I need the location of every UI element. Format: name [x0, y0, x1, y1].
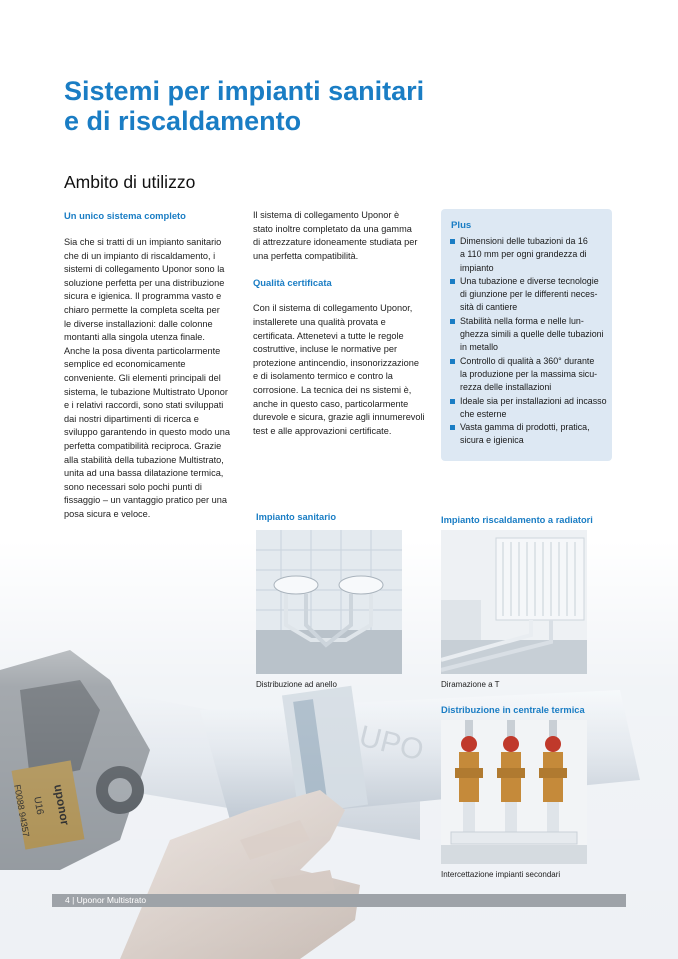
figure-centrale-caption: Intercettazione impianti secondari	[441, 870, 561, 879]
plus-list	[449, 235, 609, 448]
col1-text-line: posa sicura e veloce.	[64, 508, 151, 519]
plus-item-line: Vasta gamma di prodotti, pratica,	[460, 422, 590, 433]
col1-subtitle: Un unico sistema completo	[64, 210, 186, 221]
col2-text-line: certificata. Attenetevi a tutte le regole	[253, 330, 404, 341]
page-title	[64, 76, 544, 136]
plus-item-line: che esterne	[460, 408, 507, 419]
col1-text-line: fissaggio – un vantaggio pratico per una	[64, 495, 227, 506]
column-2	[253, 209, 433, 438]
bullet-square-icon	[450, 359, 455, 364]
col1-text-line: chiaro permette la completa scelta per	[64, 304, 220, 315]
plus-item	[449, 275, 609, 315]
col1-text-line: e i relativi raccordi, sono stati sviluppati	[64, 400, 224, 411]
col1-text-line: unita ad una bassa dilatazione termica,	[64, 468, 224, 479]
footer-text: 4 | Uponor Multistrato	[65, 895, 147, 905]
bullet-square-icon	[450, 319, 455, 324]
plus-item-line: in metallo	[460, 342, 498, 353]
col1-text-line: alla stabilità della tubazione Multistrato,	[64, 454, 224, 465]
page-title-line-1: Sistemi per impianti sanitari	[64, 76, 425, 106]
col2-intro	[253, 209, 433, 263]
plus-item	[449, 395, 609, 422]
plus-item-line: Una tubazione e diverse tecnologie	[460, 275, 599, 286]
col2-intro-line: una perfetta compatibilità.	[253, 250, 359, 261]
column-1	[64, 209, 244, 521]
col1-text-line: Anche la posa diventa particolarmente	[64, 345, 221, 356]
figure-radiatori-caption: Diramazione a T	[441, 680, 500, 689]
col2-text-line: corrosione. La tecnica dei ns sistemi è,	[253, 384, 412, 395]
col1-text-line: sistemi di collegamento Uponor sono la	[64, 264, 225, 275]
figure-sanitario-caption: Distribuzione ad anello	[256, 680, 337, 689]
col2-text-line: test e alle approvazioni certificate.	[253, 425, 392, 436]
figure-sanitario-title: Impianto sanitario	[256, 512, 337, 522]
plus-item	[449, 235, 609, 275]
col1-text-line: semplice ed economicamente	[64, 359, 186, 370]
figure-radiatori-title: Impianto riscaldamento a radiatori	[441, 515, 593, 525]
col1-text-line: le diverse installazioni: dalle colonne	[64, 318, 213, 329]
plus-item	[449, 355, 609, 395]
bullet-square-icon	[450, 399, 455, 404]
col2-intro-line: stato inoltre completato da una gamma	[253, 223, 412, 234]
col1-text-line: sistema, le tubazione Multistrato Uponor	[64, 386, 228, 397]
plus-title: Plus	[451, 220, 472, 231]
plus-item	[449, 315, 609, 355]
plus-item-line: impianto	[460, 262, 494, 273]
bullet-square-icon	[450, 279, 455, 284]
plus-item-line: sicura e igienica	[460, 435, 524, 446]
plus-item-line: rezza delle installazioni	[460, 382, 552, 393]
col1-text-line: perfetta compatibilità reciproca. Grazie	[64, 440, 222, 451]
plus-item-line: Stabilità nella forma e nelle lun-	[460, 315, 584, 326]
col1-text-line: conveniente. Gli elementi principali del	[64, 372, 221, 383]
col2-intro-line: Il sistema di collegamento Uponor è	[253, 210, 400, 220]
plus-item-line: Controllo di qualità a 360° durante	[460, 355, 595, 366]
col1-text-line: montanti alla singola utenza finale.	[64, 332, 205, 343]
plus-item-line: di giunzione per le differenti neces-	[460, 289, 598, 300]
figure-centrale-title: Distribuzione in centrale termica	[441, 705, 585, 715]
plus-item	[449, 421, 609, 448]
col1-text-line: che di un impianto di riscaldamento, i	[64, 250, 216, 261]
col2-text-line: durevole e sicura, grazie agli innumerevoli	[253, 412, 425, 423]
col1-text-line: sviluppo garantendo in questo modo una	[64, 427, 231, 438]
page-title-line-2: e di riscaldamento	[64, 106, 302, 136]
col2-text-line: Con il sistema di collegamento Uponor,	[253, 303, 413, 314]
bullet-square-icon	[450, 239, 455, 244]
section-title: Ambito di utilizzo	[64, 172, 196, 192]
col2-intro-line: di attrezzature idoneamente studiata per	[253, 237, 418, 248]
figure-centrale-image	[441, 720, 587, 864]
plus-item-line: Ideale sia per installazioni ad incasso	[460, 395, 607, 406]
plus-item-line: Dimensioni delle tubazioni da 16	[460, 236, 588, 246]
col2-text-line: protezione antincendio, insonorizzazione	[253, 357, 419, 368]
figure-sanitario-image	[256, 530, 402, 674]
col1-body	[64, 236, 244, 521]
col2-text-line: costruttive, incluse le normative per	[253, 344, 397, 355]
col1-text-line: dai nostri dipartimenti di ricerca e	[64, 413, 199, 424]
col2-text-line: e di isolamento termico e contro la	[253, 371, 393, 382]
col1-text-line: sicura e igienica. Il programma vasto e	[64, 291, 222, 302]
col1-text-line: soluzione perfetta per una distribuzione	[64, 277, 225, 288]
col2-subtitle: Qualità certificata	[253, 277, 332, 289]
col2-body	[253, 302, 433, 438]
plus-item-line: la produzione per la massima sicu-	[460, 368, 598, 379]
plus-item-line: a 110 mm per ogni grandezza di	[460, 249, 587, 260]
col2-text-line: anche in questo caso, particolarmente	[253, 398, 409, 409]
col1-text-line: sono necessari solo pochi punti di	[64, 481, 202, 492]
figure-radiatori-image	[441, 530, 587, 674]
plus-item-line: sità di cantiere	[460, 302, 518, 313]
plus-item-line: ghezza simili a quelle delle tubazioni	[460, 329, 604, 340]
col2-text-line: installerete una qualità provata e	[253, 316, 386, 327]
col1-text-line: Sia che si tratti di un impianto sanitario	[64, 237, 222, 247]
bullet-square-icon	[450, 425, 455, 430]
